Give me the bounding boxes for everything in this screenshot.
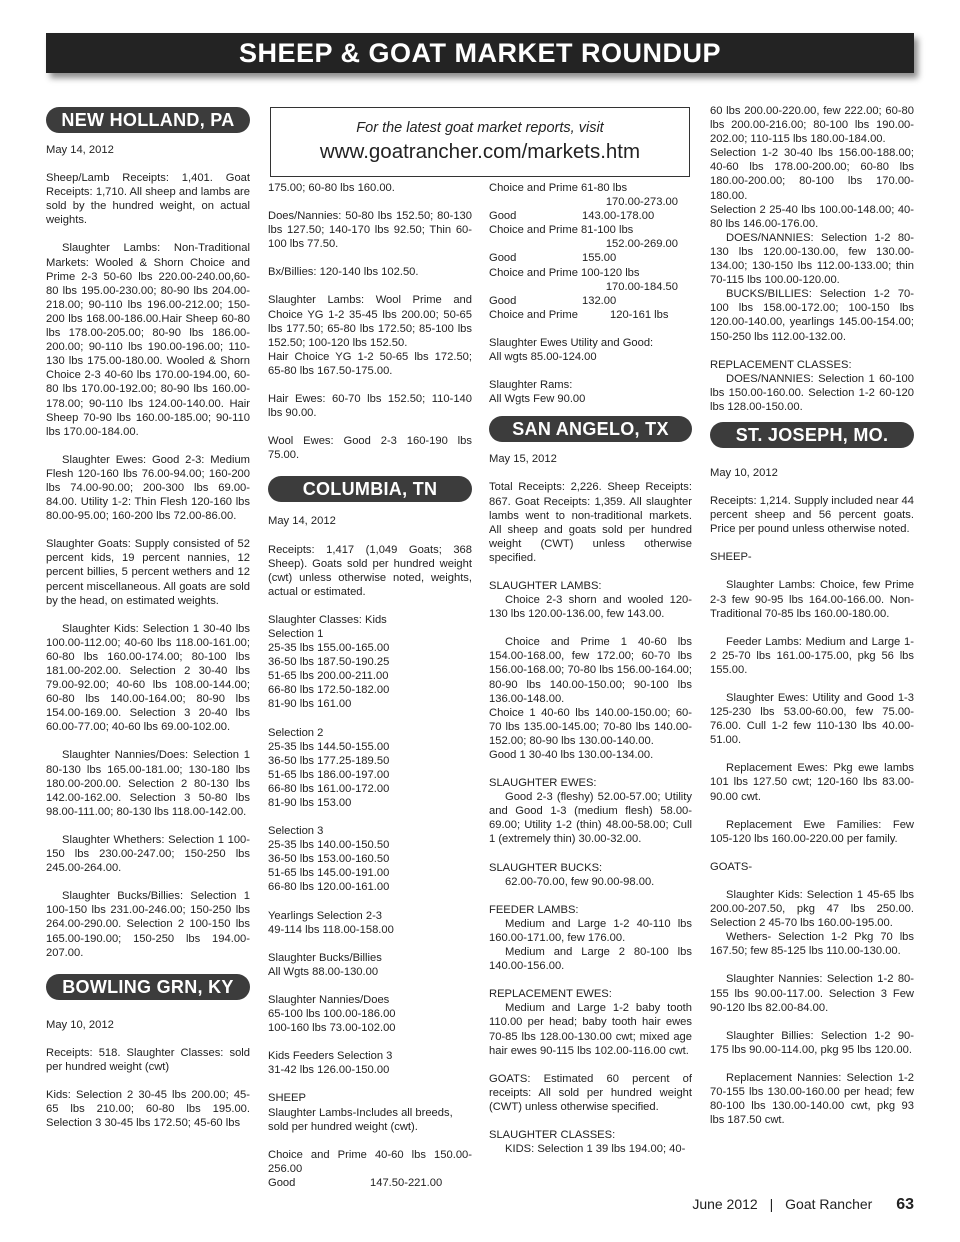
subheading: SLAUGHTER EWES: (489, 777, 597, 790)
report-paragraph: 175.00; 60-80 lbs 160.00. (268, 182, 395, 194)
list-block (268, 726, 472, 811)
list-line: 36-50 lbs 177.25-189.50 (268, 754, 390, 767)
section-header-st-joseph: ST. JOSEPH, MO. (710, 422, 914, 448)
website-ad-box (270, 107, 690, 177)
report-paragraph: Total Receipts: 2,226. Sheep Receipts: 867. Goat Receipts: 1,359. All slaughter lambs went to non-traditional markets. All sheep and goats sold per hundred weight (CWT) unless otherwise specified. (489, 481, 692, 564)
subheading: REPLACEMENT CLASSES: (710, 358, 852, 371)
list-line: 25-35 lbs 144.50-155.00 (268, 740, 390, 753)
list-line: 36-50 lbs 153.00-160.50 (268, 853, 390, 866)
report-paragraph: Slaughter Kids: Selection 1 30-40 lbs 100.00-112.00; 40-60 lbs 118.00-161.00; 60-80 lbs 160.00-174.00; 80-100 lbs 181.00-202.00. Selection 2 30-40 lbs 79.00-92.00; 40-60 lbs 108.00-144.00; 60-80 lbs 140.00-164.00; 80-90 lbs 154.00-169.00. Selection 3 20-40 lbs 60.00-77.00; 40-60 lbs 69.00-102.00. (46, 622, 250, 734)
report-date: May 14, 2012 (268, 515, 336, 528)
page-footer (692, 1196, 914, 1214)
list-line: 51-65 lbs 186.00-197.00 (268, 768, 390, 781)
list-line: Slaughter Rams: (489, 379, 573, 392)
column-2 (268, 181, 472, 1190)
price-value: 170.00-273.00 (605, 196, 678, 209)
column-4 (710, 104, 914, 1141)
report-paragraph: Hair Ewes: 60-70 lbs 152.50; 110-140 lbs 90.00. (268, 393, 472, 420)
subheading: SLAUGHTER BUCKS: (489, 861, 603, 874)
report-paragraph: Slaughter Billies: Selection 1-2 90-175 lbs 90.00-114.00, pkg 95 lbs 120.00. (710, 1029, 914, 1056)
price-label: Good (489, 294, 517, 307)
column-1 (46, 107, 250, 1144)
list-block (268, 613, 472, 712)
report-paragraph: Wethers- Selection 1-2 Pkg 70 lbs 167.50; few 85-125 lbs 110.00-130.00. (710, 931, 914, 958)
price-table (489, 181, 692, 322)
report-paragraph: BUCKS/BILLIES: Selection 1-2 70-100 lbs 158.00-172.00; 100-150 lbs 120.00-140.00, yearlings 145.00-154.00; 150-250 lbs 112.00-132.00. (710, 288, 914, 343)
report-paragraph: Receipts: 518. Slaughter Classes: sold per hundred weight (cwt) (46, 1046, 250, 1073)
price-row (268, 1176, 472, 1190)
list-line: Slaughter Nannies/Does (268, 993, 390, 1006)
report-paragraph: KIDS: Selection 1 39 lbs 194.00; 40- (505, 1143, 686, 1156)
price-value: 152.00-269.00 (605, 238, 678, 251)
report-date: May 15, 2012 (489, 453, 557, 466)
list-line: 49-114 lbs 118.00-158.00 (268, 923, 394, 936)
list-line: Kids Feeders Selection 3 (268, 1050, 393, 1063)
list-line: 81-90 lbs 161.00 (268, 698, 352, 711)
report-paragraph: Slaughter Bucks/Billies: Selection 1 100-150 lbs 231.00-246.00; 150-250 lbs 264.00-290.00. Selection 2 100-150 lbs 165.00-190.00; 150-250 lbs 194.00-207.00. (46, 890, 250, 959)
report-paragraph: Slaughter Whethers: Selection 1 100-150 lbs 230.00-247.00; 150-250 lbs 245.00-264.00. (46, 833, 250, 875)
list-line: All Wgts 88.00-130.00 (268, 965, 379, 978)
price-label: Choice and Prime 81-100 lbs (489, 224, 634, 237)
report-paragraph: Slaughter Kids: Selection 1 45-65 lbs 200.00-207.50, pkg 47 lbs 250.00. Selection 2 45-70 lbs 160.00-195.00. (710, 888, 914, 930)
list-line: 51-65 lbs 145.00-191.00 (268, 867, 390, 880)
price-label: Good (489, 252, 517, 265)
list-line: Yearlings Selection 2-3 (268, 909, 383, 922)
list-line: SHEEP (268, 1092, 306, 1105)
report-paragraph: Slaughter Lambs: Non-Traditional Markets: Wooled & Shorn Choice and Prime 2-3 50-60 lbs 220.00-240.00,60-80 lbs 195.00-230.00; 80-90 lbs 204.00-218.00; 90-110 lbs 196.00-212.00; 150-200 lbs 168.00-186.00.Hair Sheep 60-80 lbs 178.00-205.00; 80-90 lbs 186.00-200.00; 90-110 lbs 190.00-196.00; 110-130 lbs 175.00-180.00. Wooled & Shorn Choice 2-3 40-60 lbs 170.00-194.00, 60-80 lbs 170.00-192.00; 80-90 lbs 160.00-178.00; 90-110 lbs 124.00-140.00. Hair Sheep 70-90 lbs 160.00-185.00; 90-110 lbs 170.00-184.00. (46, 242, 250, 438)
price-value: 147.50-221.00 (370, 1176, 443, 1189)
report-paragraph: Kids: Selection 2 30-45 lbs 200.00; 45-65 lbs 210.00; 60-80 lbs 195.00. Selection 3 30-45 lbs 172.50; 45-60 lbs (46, 1088, 250, 1130)
report-paragraph: Slaughter Ewes: Utility and Good 1-3 125-230 lbs 53.00-60.00, few 75.00-76.00. Cull 1-2 few 110-130 lbs 40.00-51.00. (710, 692, 914, 747)
report-paragraph: Replacement Nannies: Selection 1-2 70-155 lbs 130.00-160.00 per head; few 80-100 lbs 130.00-140.00 cwt, pkg 93 lbs 187.50 cwt. (710, 1071, 914, 1127)
report-paragraph: Choice 2-3 shorn and wooled 120-130 lbs 120.00-136.00, few 143.00. (489, 594, 692, 621)
list-line: 31-42 lbs 126.00-150.00 (268, 1064, 390, 1077)
report-paragraph: Slaughter Lambs: Wool Prime and Choice YG 1-2 35-45 lbs 200.00; 50-65 lbs 177.50; 65-80 lbs 172.50; 85-100 lbs 152.50; 100-120 lbs 152.50. (268, 294, 472, 349)
report-paragraph: Replacement Ewe Families: Few 105-120 lbs 160.00-220.00 per family. (710, 818, 914, 845)
subheading: SHEEP- (710, 551, 752, 564)
price-row (489, 294, 692, 308)
issue-date: June 2012 (692, 1196, 758, 1212)
list-line: All wgts 85.00-124.00 (489, 351, 597, 364)
report-paragraph: GOATS: Estimated 60 percent of receipts: All sold per hundred weight (CWT) unless otherwise specified. (489, 1072, 692, 1113)
list-line: Slaughter Classes: Kids (268, 613, 387, 626)
price-row (489, 209, 692, 223)
price-label: Choice and Prime 61-80 lbs (489, 182, 628, 194)
report-paragraph: Choice 1 40-60 lbs 140.00-150.00; 60-70 lbs 135.00-145.00; 70-80 lbs 140.00-152.00; 80-90 lbs 130.00-140.00. (489, 706, 692, 747)
report-paragraph: Choice and Prime 1 40-60 lbs 154.00-168.00, few 172.00; 60-70 lbs 156.00-168.00; 70-80 lbs 156.00-164.00; 80-90 lbs 140.00-150.00; 90-100 lbs 136.00-148.00. (489, 636, 692, 705)
price-label: Choice and Prime (489, 308, 578, 321)
page-number: 63 (896, 1196, 914, 1213)
report-paragraph: Slaughter Goats: Supply consisted of 52 percent kids, 19 percent nannies, 12 percent billies, 5 percent wethers and 12 percent miscellaneous. All goats are sold by the head, on estimated weights. (46, 538, 250, 607)
subheading: SLAUGHTER LAMBS: (489, 579, 602, 592)
report-paragraph: Medium and Large 2 80-100 lbs 140.00-156.00. (489, 946, 692, 973)
report-date: May 14, 2012 (46, 144, 114, 156)
list-block (268, 824, 472, 894)
report-paragraph: Sheep/Lamb Receipts: 1,401. Goat Receipts: 1,710. All sheep and lambs are sold by the hundred weight, on actual weights. (46, 172, 250, 227)
report-paragraph: Hair Choice YG 1-2 50-65 lbs 172.50; 65-80 lbs 167.50-175.00. (268, 350, 472, 377)
price-value: 132.00 (582, 294, 617, 307)
ad-text: For the latest goat market reports, visit (356, 120, 604, 136)
list-line: 81-90 lbs 153.00 (268, 797, 352, 809)
report-paragraph: DOES/NANNIES: Selection 1-2 80-130 lbs 120.00-130.00, few 130.00-134.00; 130-150 lbs 112.00-133.00; thin 70-115 lbs 100.00-120.00. (710, 231, 914, 287)
report-paragraph: Medium and Large 1-2 40-110 lbs 160.00-171.00, few 176.00. (489, 917, 692, 944)
price-label: Good (489, 210, 517, 223)
list-line: Selection 3 (268, 825, 324, 838)
magazine-name: Goat Rancher (785, 1196, 873, 1212)
list-line: Selection 2 (268, 726, 324, 739)
list-line: All Wgts Few 90.00 (489, 393, 586, 406)
price-row (489, 251, 692, 265)
section-header-new-holland: NEW HOLLAND, PA (46, 107, 250, 133)
section-header-san-angelo: SAN ANGELO, TX (489, 416, 692, 442)
report-paragraph: Receipts: 1,214. Supply included near 44 percent sheep and 56 percent goats. Price per pound unless otherwise noted. (710, 495, 914, 536)
report-paragraph: Slaughter Nannies/Does: Selection 1 80-130 lbs 165.00-181.00; 130-180 lbs 180.00-200.00. Selection 2 80-130 lbs 142.00-162.00. Selection 3 50-80 lbs 98.00-111.00; 80-130 lbs 118.00-142.00. (46, 749, 250, 818)
report-paragraph: Replacement Ewes: Pkg ewe lambs 101 lbs 127.50 cwt; 120-160 lbs 83.00-90.00 cwt. (710, 762, 914, 803)
report-paragraph: Medium and Large 1-2 baby tooth 110.00 per head; baby tooth hair ewes 70-85 lbs 128.00-130.00 cwt; mixed age hair ewes 90-115 lbs 102.00-116.00 cwt. (489, 1002, 692, 1057)
price-label: Choice and Prime 100-120 lbs (489, 266, 640, 279)
report-paragraph: Good 2-3 (fleshy) 52.00-57.00; Utility and Good 1-3 (medium flesh) 58.00-69.00; Utility 1-2 (thin) 48.00-58.00; Cull 1 (extremely thin) 30.00-32.00. (489, 791, 692, 846)
list-block (268, 1049, 472, 1077)
report-paragraph: Selection 2 25-40 lbs 100.00-148.00; 40-80 lbs 146.00-176.00. (710, 203, 914, 230)
list-line: Slaughter Lambs-Includes all breeds, sold per hundred weight (cwt). (268, 1106, 453, 1133)
report-paragraph: Slaughter Lambs: Choice, few Prime 2-3 few 90-95 lbs 164.00-166.00. Non-Traditional 70-85 lbs 160.00-180.00. (710, 579, 914, 620)
ad-url-link[interactable]: www.goatrancher.com/markets.htm (319, 140, 641, 163)
list-line: 66-80 lbs 172.50-182.00 (268, 684, 390, 697)
list-block (268, 951, 472, 979)
price-value: 143.00-178.00 (582, 210, 655, 223)
list-line: 66-80 lbs 120.00-161.00 (268, 881, 390, 894)
list-line: Slaughter Bucks/Billies (268, 951, 382, 964)
report-date: May 10, 2012 (46, 1018, 114, 1031)
section-header-bowling-green: BOWLING GRN, KY (46, 974, 250, 1000)
list-line: 25-35 lbs 155.00-165.00 (268, 642, 390, 655)
report-paragraph: 62.00-70.00, few 90.00-98.00. (505, 875, 655, 888)
list-block (489, 378, 692, 406)
footer-separator: | (769, 1196, 774, 1212)
section-header-columbia: COLUMBIA, TN (268, 476, 472, 502)
report-paragraph: Slaughter Ewes: Good 2-3: Medium Flesh 120-160 lbs 76.00-94.00; 160-200 lbs 74.00-90.00; 200-300 lbs 69.00-84.00. Utility 1-2: Thin Flesh 120-160 lbs 80.00-95.00; 160-200 lbs 72.00-86.00. (46, 453, 250, 523)
report-paragraph: Bx/Billies: 120-140 lbs 102.50. (268, 266, 419, 279)
page-banner: SHEEP & GOAT MARKET ROUNDUP (46, 33, 914, 73)
price-value: 155.00 (582, 252, 617, 265)
report-paragraph: Wool Ewes: Good 2-3 160-190 lbs 75.00. (268, 435, 472, 462)
price-label: Good (268, 1176, 296, 1189)
list-block (268, 993, 472, 1035)
list-line: 36-50 lbs 187.50-190.25 (268, 656, 390, 669)
list-block (268, 909, 472, 937)
list-line: 51-65 lbs 200.00-211.00 (268, 670, 389, 683)
report-paragraph: Slaughter Nannies: Selection 1-2 80-155 lbs 90.00-117.00. Selection 3 Few 90-120 lbs 82.00-84.00. (710, 973, 914, 1014)
subheading: GOATS- (710, 860, 753, 873)
list-line: Selection 1 (268, 627, 324, 640)
list-line: 65-100 lbs 100.00-186.00 (268, 1008, 396, 1021)
list-line: Slaughter Ewes Utility and Good: (489, 336, 654, 349)
price-value: 120-161 lbs (610, 308, 669, 321)
report-paragraph: DOES/NANNIES: Selection 1 60-100 lbs 150.00-160.00. Selection 1-2 60-120 lbs 128.00-150.00. (710, 372, 914, 413)
report-paragraph: Receipts: 1,417 (1,049 Goats; 368 Sheep). Goats sold per hundred weight (cwt) unless otherwise noted, weights, actual or estimated. (268, 543, 472, 598)
list-line: 100-160 lbs 73.00-102.00 (268, 1022, 396, 1035)
subheading: FEEDER LAMBS: (489, 903, 579, 916)
price-row (489, 308, 692, 322)
report-paragraph: Feeder Lambs: Medium and Large 1-2 25-70 lbs 161.00-175.00, pkg 56 lbs 155.00. (710, 635, 914, 676)
report-paragraph: Choice and Prime 40-60 lbs 150.00-256.00 (268, 1148, 472, 1175)
report-paragraph: Selection 1-2 30-40 lbs 156.00-188.00; 40-60 lbs 178.00-200.00; 60-80 lbs 180.00-200.00; 80-100 lbs 170.00-180.00. (710, 147, 914, 202)
report-paragraph: Good 1 30-40 lbs 130.00-134.00. (489, 749, 654, 761)
subheading: SLAUGHTER CLASSES: (489, 1128, 616, 1141)
subheading: REPLACEMENT EWES: (489, 988, 612, 1001)
list-block (489, 336, 692, 364)
list-line: 66-80 lbs 161.00-172.00 (268, 782, 390, 795)
report-paragraph: 60 lbs 200.00-220.00, few 222.00; 60-80 lbs 200.00-216.00; 80-100 lbs 190.00-202.00; 110-115 lbs 180.00-184.00. (710, 105, 914, 146)
list-block (268, 1091, 472, 1133)
report-date: May 10, 2012 (710, 466, 778, 479)
list-line: 25-35 lbs 140.00-150.50 (268, 839, 390, 852)
price-value: 170.00-184.50 (605, 280, 678, 293)
report-paragraph: Does/Nannies: 50-80 lbs 152.50; 80-130 lbs 127.50; 140-170 lbs 92.50; Thin 60-100 lbs 77.50. (268, 210, 472, 251)
column-3 (489, 181, 692, 1170)
